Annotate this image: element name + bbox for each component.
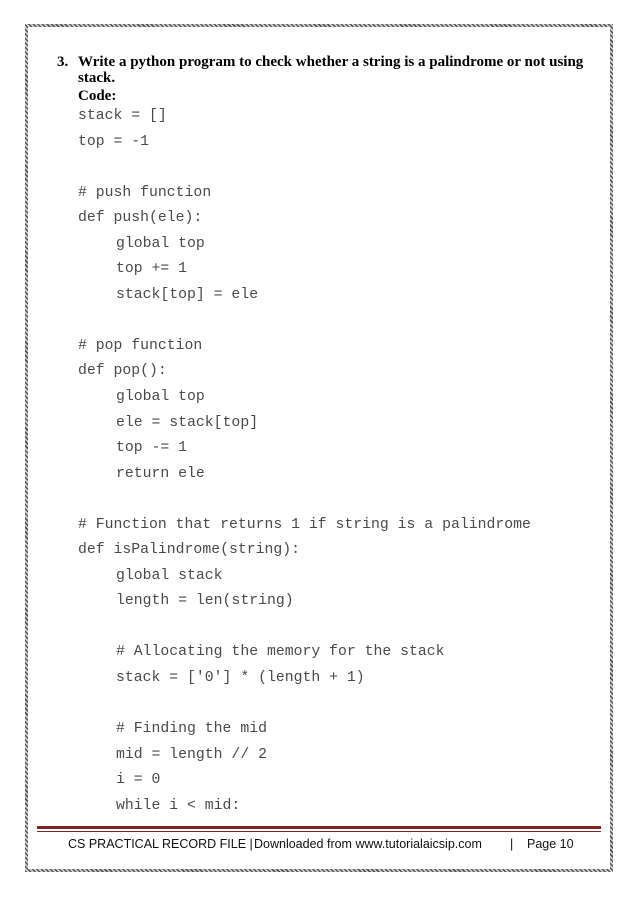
question xyxy=(57,54,597,86)
code-line: # pop function xyxy=(78,337,203,354)
code-line: global top xyxy=(116,389,205,406)
code-line: while i < mid: xyxy=(116,797,241,814)
code-line: mid = length // 2 xyxy=(116,746,267,763)
code-line xyxy=(78,155,531,181)
code-line: stack = [] xyxy=(78,108,167,124)
question-text: Write a python program to check whether a string is a palindrome or not using stack. xyxy=(78,54,584,86)
code-line: # Allocating the memory for the stack xyxy=(116,644,445,661)
footer-title: CS PRACTICAL RECORD FILE | xyxy=(68,837,253,851)
footer-rule-thin xyxy=(37,831,601,832)
code-line: stack[top] = ele xyxy=(116,286,259,303)
code-line: i = 0 xyxy=(116,772,161,789)
code-line xyxy=(78,692,531,718)
code-line: return ele xyxy=(116,465,205,482)
code-line: # Function that returns 1 if string is a palindrome xyxy=(78,516,531,533)
code-line: # push function xyxy=(78,184,212,201)
footer-download-note: Downloaded from www.tutorialaicsip.com xyxy=(254,837,482,851)
code-line xyxy=(78,308,531,334)
code-block xyxy=(78,104,531,819)
code-line: # Finding the mid xyxy=(116,721,267,738)
footer-separator: | xyxy=(510,837,514,851)
code-label: Code: xyxy=(78,88,117,104)
code-line: stack = ['0'] * (length + 1) xyxy=(116,670,365,687)
code-line xyxy=(78,487,531,513)
code-line: global stack xyxy=(116,567,223,584)
code-line: global top xyxy=(116,235,205,252)
page-footer xyxy=(68,835,588,853)
question-number: 3. xyxy=(57,54,69,70)
code-line: ele = stack[top] xyxy=(116,414,259,431)
footer-rule xyxy=(37,826,601,829)
code-line: def push(ele): xyxy=(78,210,203,227)
code-line xyxy=(78,615,531,641)
code-line: top = -1 xyxy=(78,133,150,150)
code-line: length = len(string) xyxy=(116,593,294,610)
code-line: top += 1 xyxy=(116,261,188,278)
code-line: def pop(): xyxy=(78,363,167,380)
code-line: top -= 1 xyxy=(116,440,188,457)
code-line: def isPalindrome(string): xyxy=(78,542,300,559)
footer-page-number: Page 10 xyxy=(527,837,574,851)
